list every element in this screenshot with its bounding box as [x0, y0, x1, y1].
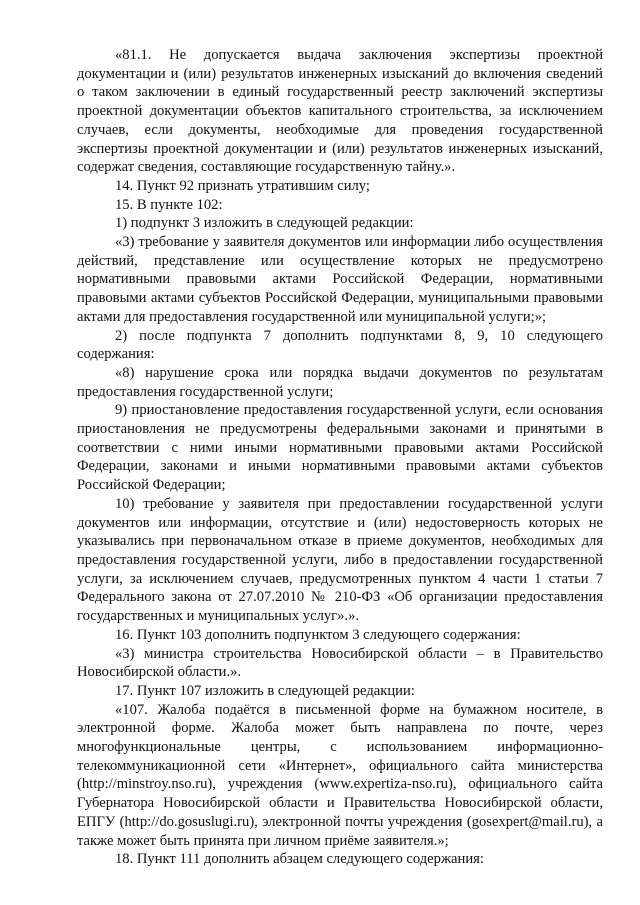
paragraph-subitem-1: 1) подпункт 3 изложить в следующей редакции:	[115, 215, 414, 232]
paragraph-item-17: 17. Пункт 107 изложить в следующей редакции:	[115, 682, 415, 699]
paragraph-quote-3: «3) требование у заявителя документов или информации либо осуществления действий, представление или осуществление которых не предусмотрено нормативными правовыми актами Российской Федерации, нормативными правовыми актами субъектов Российской Федерации, муниципальными правовыми актами для предоставления государственной или муниципальной услуги;»;	[77, 234, 603, 325]
paragraph-quote-10: 10) требование у заявителя при предоставлении государственной услуги документов или информации, отсутствие и (или) недостоверность которых не указывались при первоначальном отказе в приеме документов, необходимых для предоставления государственной услуги, либо в предоставлении государственной услуги, за исключением случаев, предусмотренных пунктом 4 части 1 статьи 7 Федерального закона от 27.07.2010 № 210-ФЗ «Об организации предоставления государственных и муниципальных услуг».».	[77, 495, 603, 625]
paragraph-quote-8: «8) нарушение срока или порядка выдачи документов по результатам предоставления государственной услуги;	[77, 364, 603, 400]
paragraph-quote-9: 9) приостановление предоставления государственной услуги, если основания приостановления не предусмотрены федеральными законами и принятыми в соответствии с ними иными нормативными правовыми актами Российской Федерации, законами и иными нормативными правовыми актами субъектов Российской Федерации;	[77, 402, 603, 494]
paragraph-81-1: «81.1. Не допускается выдача заключения экспертизы проектной документации и (или) результатов инженерных изысканий до включения сведений о таком заключении в единый государственный реестр заключений экспертизы проектной документации объектов капитального строительства, за исключением случаев, если документы, необходимые для проведения государственной экспертизы проектной документации и (или) результатов инженерных изысканий, содержат сведения, составляющие государственную тайну.».	[77, 47, 603, 176]
paragraph-item-18: 18. Пункт 111 дополнить абзацем следующего содержания:	[115, 851, 484, 868]
paragraph-subitem-2: 2) после подпункта 7 дополнить подпунктами 8, 9, 10 следующего содержания:	[77, 327, 603, 363]
document-body	[77, 46, 603, 869]
paragraph-item-14: 14. Пункт 92 признать утратившим силу;	[115, 177, 370, 194]
paragraph-quote-107: «107. Жалоба подаётся в письменной форме на бумажном носителе, в электронной форме. Жалоба может быть направлена по почте, через многофункциональные центры, с использованием информационно-телекоммуникационной сети «Интернет», официального сайта министерства (http://minstroy.nso.ru), учреждения (www.expertiza-nso.ru), официального сайта Губернатора Новосибирской области и Правительства Новосибирской области, ЕПГУ (http://do.gosuslugi.ru), электронной почты учреждения (gosexpert@mail.ru), а также может быть принята при личном приёме заявителя.»;	[77, 701, 603, 849]
paragraph-item-16: 16. Пункт 103 дополнить подпунктом 3 следующего содержания:	[115, 626, 521, 643]
paragraph-quote-3-minister: «3) министра строительства Новосибирской области – в Правительство Новосибирской области.».	[77, 645, 603, 681]
paragraph-item-15: 15. В пункте 102:	[115, 196, 223, 213]
